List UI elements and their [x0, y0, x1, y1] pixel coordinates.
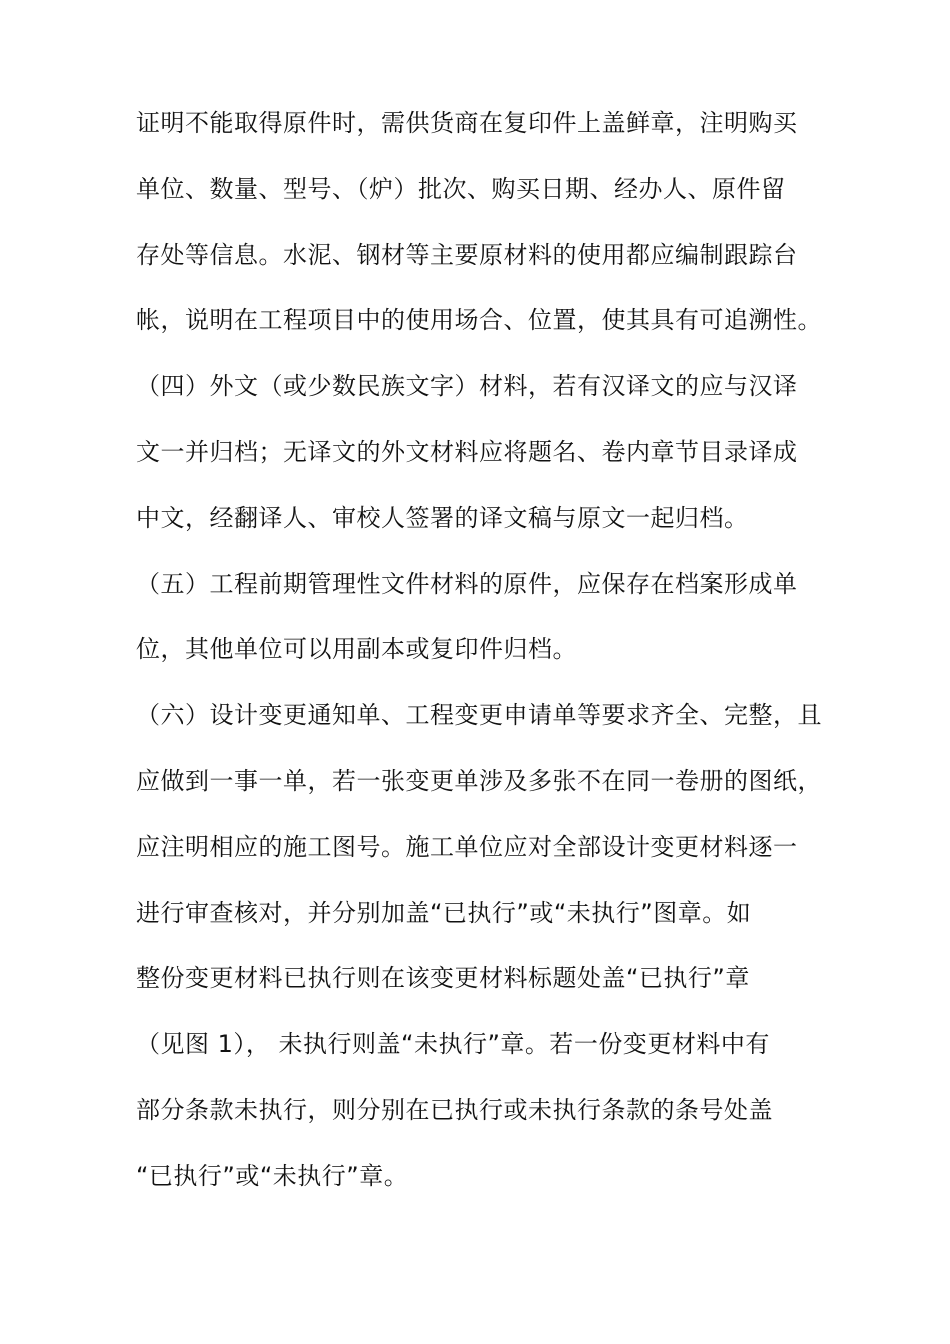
text-line: （五）工程前期管理性文件材料的原件，应保存在档案形成单 [136, 569, 798, 598]
text-line: 帐，说明在工程项目中的使用场合、位置，使其具有可追溯性。 [136, 306, 822, 335]
text-line: 部分条款未执行，则分别在已执行或未执行条款的条号处盖 [136, 1095, 773, 1124]
text-line: 单位、数量、型号、（炉）批次、购买日期、经办人、原件留 [136, 174, 786, 203]
text-line: 文一并归档；无译文的外文材料应将题名、卷内章节目录译成 [136, 437, 798, 466]
body-text [136, 95, 826, 1214]
text-line: 整份变更材料已执行则在该变更材料标题处盖“已执行”章 [136, 964, 750, 993]
text-line: 存处等信息。水泥、钢材等主要原材料的使用都应编制跟踪台 [136, 240, 798, 269]
text-line: （见图 1）， 未执行则盖“未执行”章。若一份变更材料中有 [136, 1030, 770, 1059]
text-line: （六）设计变更通知单、工程变更申请单等要求齐全、完整，且 [136, 701, 822, 730]
text-line: 位，其他单位可以用副本或复印件归档。 [136, 635, 577, 664]
text-line: 证明不能取得原件时，需供货商在复印件上盖鲜章，注明购买 [136, 109, 798, 137]
text-line: 中文，经翻译人、审校人签署的译文稿与原文一起归档。 [136, 503, 749, 532]
text-line: 应注明相应的施工图号。施工单位应对全部设计变更材料逐一 [136, 832, 798, 861]
text-line: 应做到一事一单，若一张变更单涉及多张不在同一卷册的图纸， [136, 766, 822, 795]
text-line: （四）外文（或少数民族文字）材料，若有汉译文的应与汉译 [136, 372, 798, 401]
text-line: “已执行”或“未执行”章。 [136, 1161, 409, 1190]
text-line: 进行审查核对，并分别加盖“已执行”或“未执行”图章。如 [136, 898, 752, 927]
